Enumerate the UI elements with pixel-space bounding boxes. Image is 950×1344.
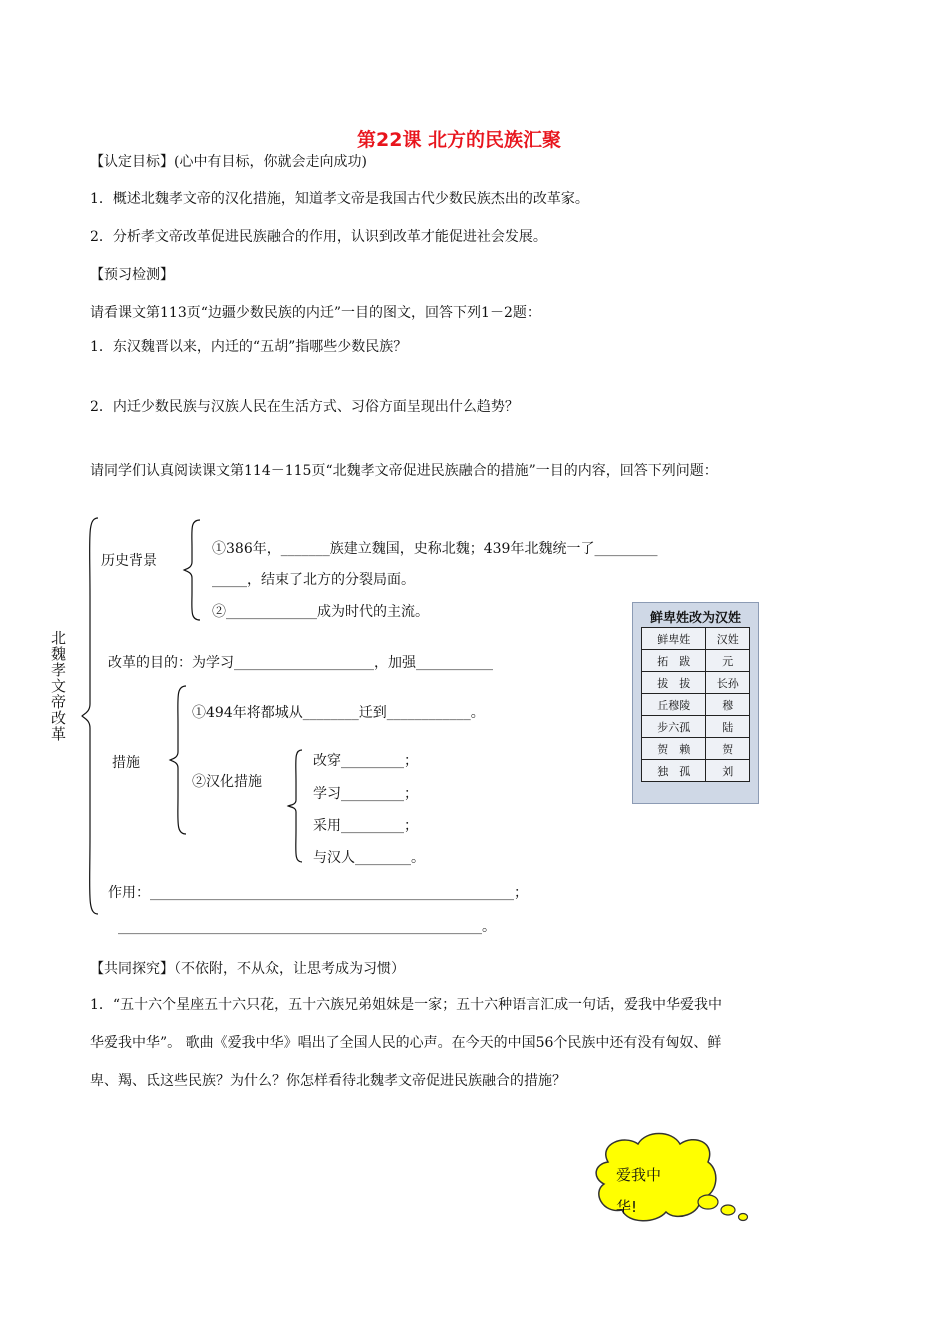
table-row xyxy=(642,694,750,716)
table-cell: 拔 拔 xyxy=(642,672,706,694)
surname-table-caption: 鲜卑姓改为汉姓 xyxy=(649,611,741,626)
table-cell: 元 xyxy=(706,650,750,672)
background-item-1-cont: _____，结束了北方的分裂局面。 xyxy=(212,572,415,588)
sinicization-item-language: 学习_________； xyxy=(313,786,418,802)
table-header-cell: 汉姓 xyxy=(706,628,750,650)
table-row xyxy=(642,738,750,760)
background-label: 历史背景 xyxy=(101,553,157,569)
sinicization-item-surname: 采用_________； xyxy=(313,818,418,834)
outline-main-brace xyxy=(78,516,108,916)
table-row xyxy=(642,760,750,782)
preview-question-2: 2．内迁少数民族与汉族人民在生活方式、习俗方面呈现出什么趋势？ xyxy=(90,399,519,415)
reform-effect: 作用：____________________________________________________； xyxy=(108,885,528,901)
table-row xyxy=(642,716,750,738)
sinicization-item-clothing: 改穿_________； xyxy=(313,753,418,769)
bubble-dot xyxy=(739,1214,748,1221)
table-cell: 独 孤 xyxy=(642,760,706,782)
explore-text-line: 卑、羯、氐这些民族？为什么？你怎样看待北魏孝文帝促进民族融合的措施？ xyxy=(90,1073,566,1089)
reform-purpose: 改革的目的：为学习____________________，加强___________ xyxy=(108,655,493,671)
sinicization-item-marriage: 与汉人________。 xyxy=(313,850,425,866)
preview-intro-2: 请同学们认真阅读课文第114－115页“北魏孝文帝促进民族融合的措施”一目的内容，回答下列问题： xyxy=(90,463,718,479)
table-cell: 贺 xyxy=(706,738,750,760)
sinicization-brace xyxy=(284,748,308,864)
surname-table-figure xyxy=(632,602,759,804)
goals-header: 【认定目标】(心中有目标，你就会走向成功) xyxy=(90,154,367,170)
reform-effect-cont: ____________________________________________________。 xyxy=(118,919,496,935)
measure-sinicization-label: ②汉化措施 xyxy=(192,774,262,790)
surname-table xyxy=(641,627,750,782)
preview-header: 【预习检测】 xyxy=(90,267,174,283)
bubble-text-line-2: 华! xyxy=(616,1198,638,1216)
measures-brace xyxy=(166,684,190,836)
explore-header: 【共同探究】（不依附，不从众，让思考成为习惯） xyxy=(90,961,405,977)
table-cell: 刘 xyxy=(706,760,750,782)
table-header-cell: 鲜卑姓 xyxy=(642,628,706,650)
goal-item: 1．概述北魏孝文帝的汉化措施，知道孝文帝是我国古代少数民族杰出的改革家。 xyxy=(90,191,589,207)
table-header-row xyxy=(642,628,750,650)
background-brace xyxy=(180,518,204,622)
preview-question-1: 1．东汉魏晋以来，内迁的“五胡”指哪些少数民族？ xyxy=(90,339,408,355)
table-cell: 陆 xyxy=(706,716,750,738)
table-cell: 丘穆陵 xyxy=(642,694,706,716)
bubble-dot xyxy=(721,1205,735,1215)
bubble-text-line-1: 爱我中 xyxy=(616,1166,662,1184)
measures-label: 措施 xyxy=(112,755,140,771)
explore-text-line: 华爱我中华”。 歌曲《爱我中华》唱出了全国人民的心声。在今天的中国56个民族中还有没有匈奴、鲜 xyxy=(90,1035,722,1051)
measure-relocate-capital: ①494年将都城从________迁到____________。 xyxy=(192,705,485,721)
table-cell: 长孙 xyxy=(706,672,750,694)
table-cell: 拓 跋 xyxy=(642,650,706,672)
page-title: 第22课 北方的民族汇聚 xyxy=(357,129,562,151)
table-cell: 贺 赖 xyxy=(642,738,706,760)
background-item-2: ②_____________成为时代的主流。 xyxy=(212,604,429,620)
table-cell: 穆 xyxy=(706,694,750,716)
bubble-dot xyxy=(698,1195,718,1209)
outline-root: 北魏孝文帝改革 xyxy=(49,630,67,742)
thought-bubble xyxy=(590,1132,760,1232)
table-row xyxy=(642,650,750,672)
preview-intro: 请看课文第113页“边疆少数民族的内迁”一目的图文，回答下列1－2题： xyxy=(90,305,541,321)
goal-item: 2．分析孝文帝改革促进民族融合的作用，认识到改革才能促进社会发展。 xyxy=(90,229,547,245)
table-cell: 步六孤 xyxy=(642,716,706,738)
explore-text-line: 1．“五十六个星座五十六只花，五十六族兄弟姐妹是一家；五十六种语言汇成一句话，爱我中华爱我中 xyxy=(90,997,723,1013)
background-item-1: ①386年，_______族建立魏国，史称北魏；439年北魏统一了_________ xyxy=(212,541,658,557)
table-row xyxy=(642,672,750,694)
